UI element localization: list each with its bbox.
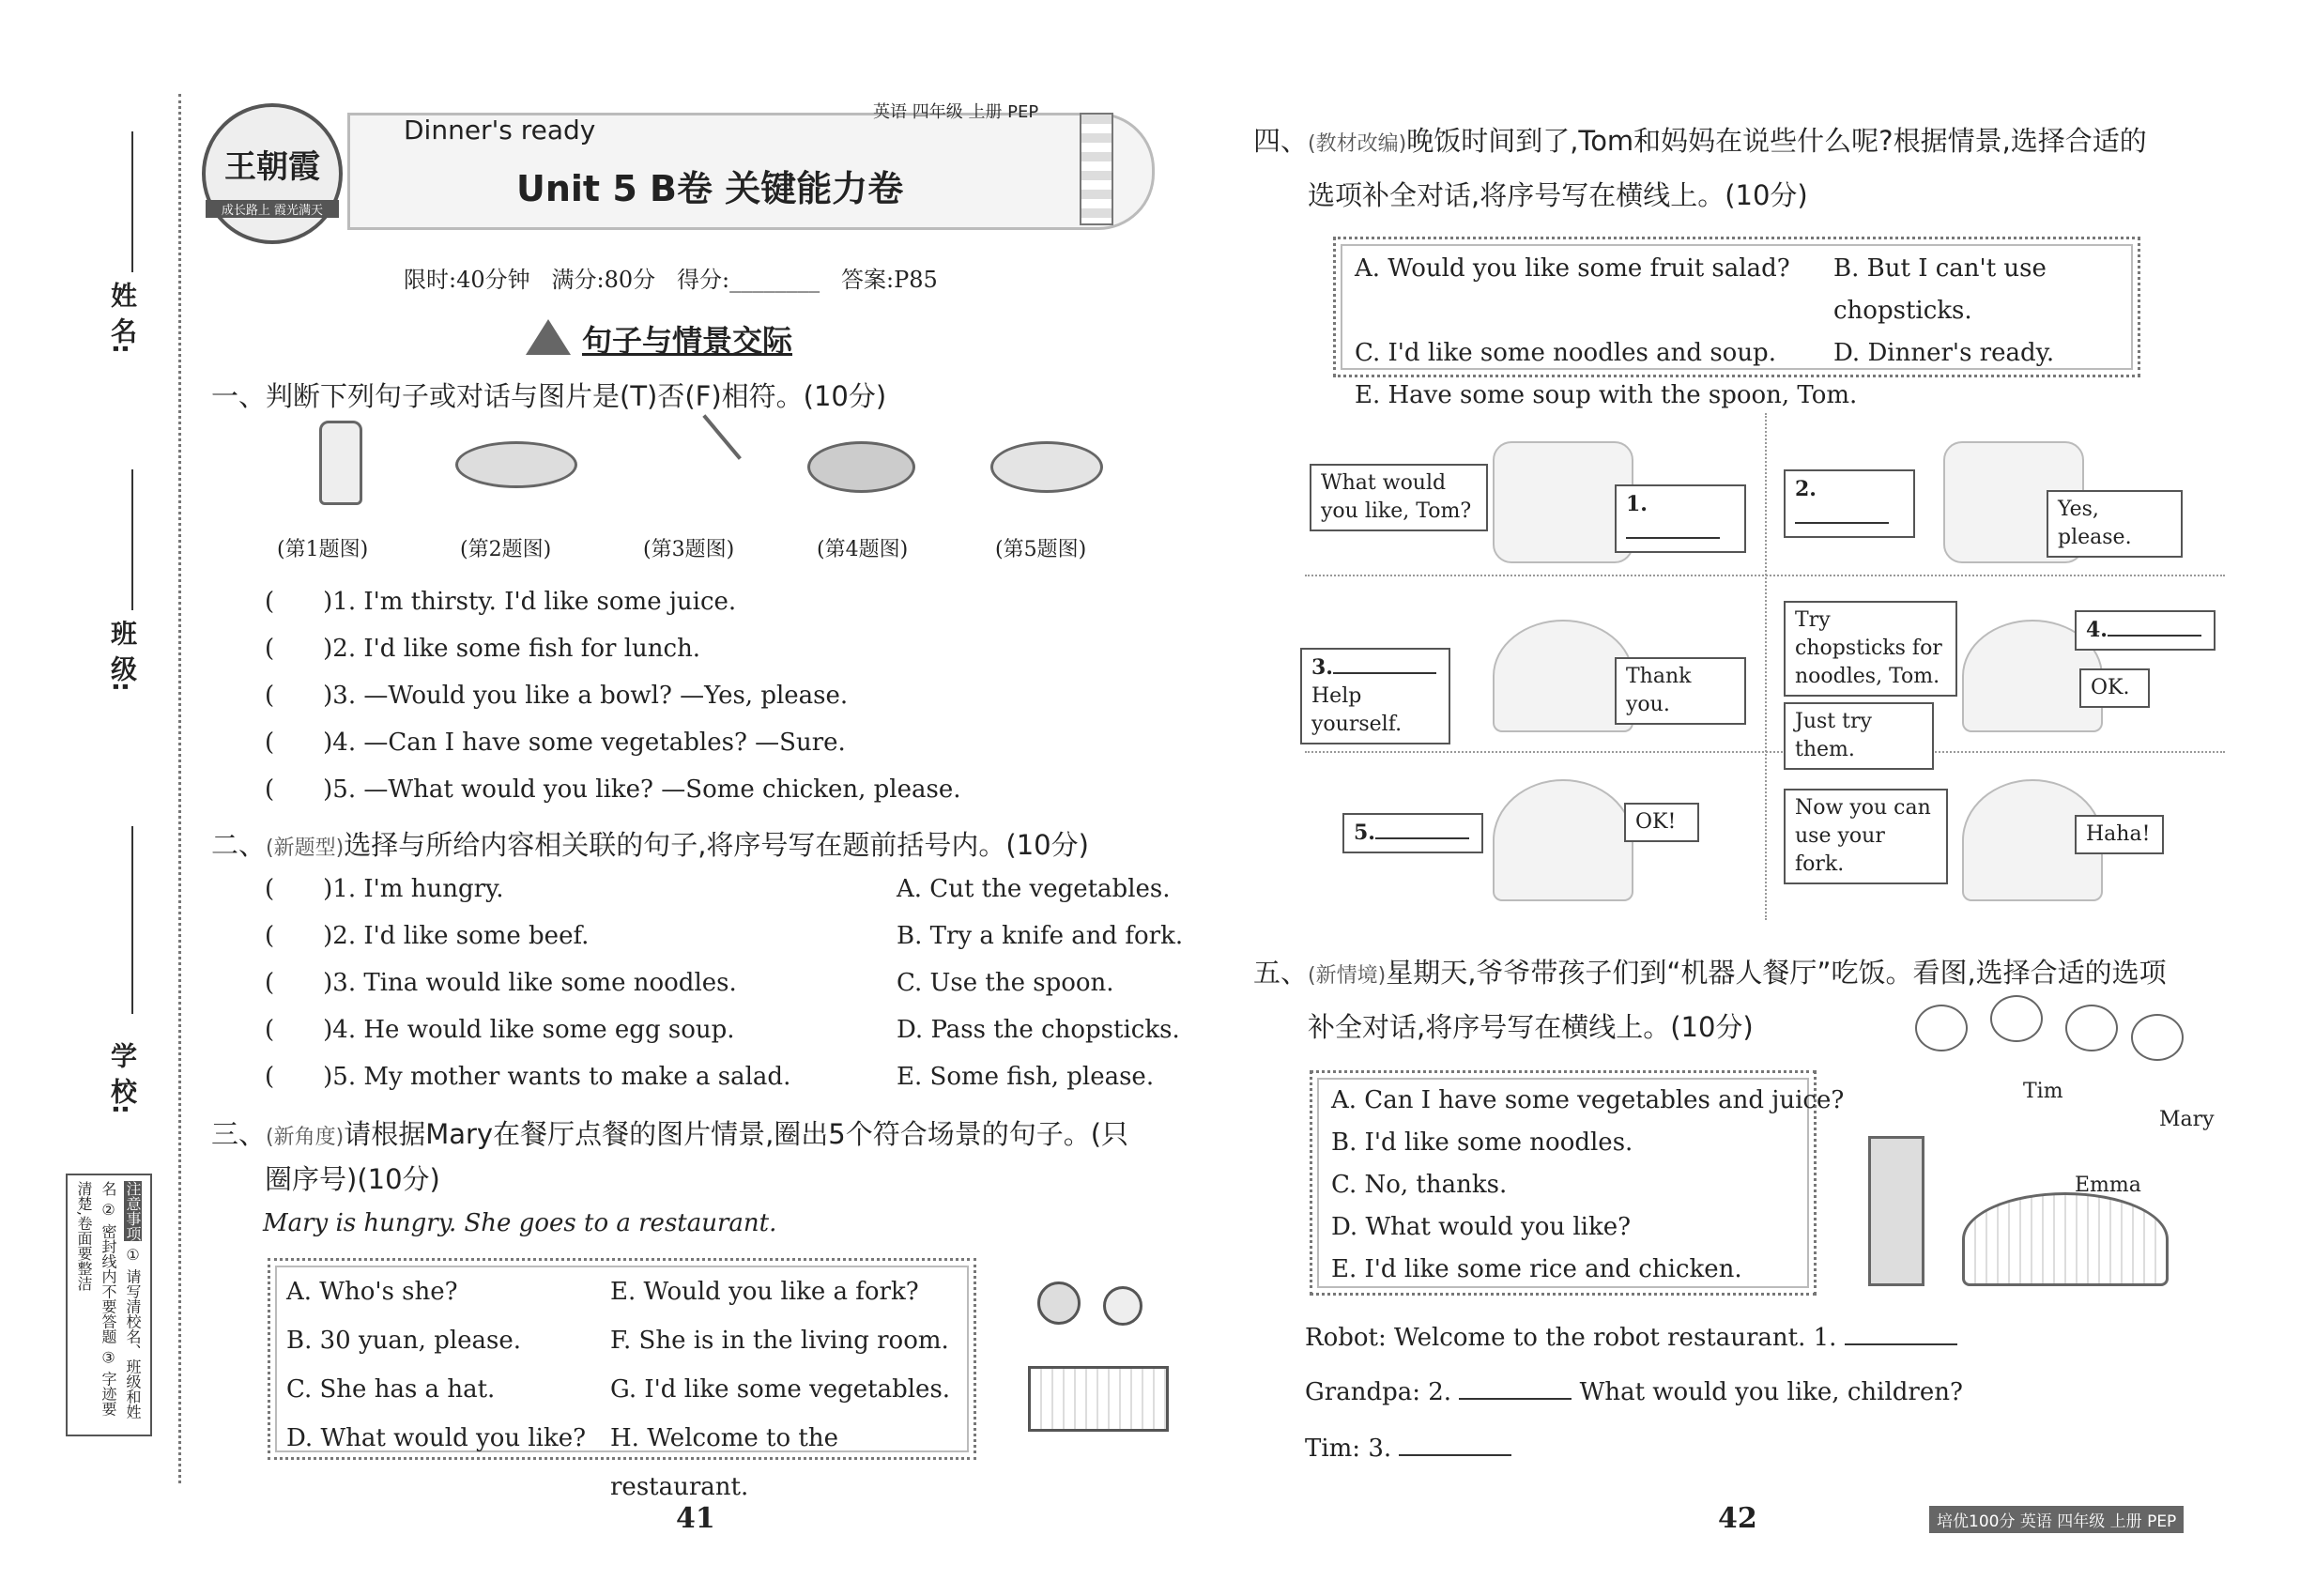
chicken-dish-icon bbox=[990, 441, 1103, 493]
q4-tag: (教材改编) bbox=[1308, 132, 1407, 156]
bubble-what-would-you-like: What would you like, Tom? bbox=[1310, 464, 1488, 531]
name-tim: Tim bbox=[2023, 1080, 2063, 1103]
q3-option[interactable]: H. Welcome to the restaurant. bbox=[610, 1424, 838, 1501]
exam-info: 限时:40分钟 满分:80分 得分:________ 答案:P85 bbox=[404, 267, 938, 293]
footer-badge: 培优100分 英语 四年级 上册 PEP bbox=[1929, 1506, 2184, 1533]
q2-item[interactable]: ( )5. My mother wants to make a salad. bbox=[265, 1063, 791, 1091]
q2-option: D. Pass the chopsticks. bbox=[897, 1016, 1180, 1044]
q1-list bbox=[265, 578, 960, 813]
q5-option: D. What would you like? bbox=[1331, 1213, 1632, 1241]
q1-item[interactable]: ( )2. I'd like some fish for lunch. bbox=[265, 635, 701, 663]
book-meta: 英语 四年级 上册 PEP bbox=[873, 102, 1039, 122]
q2-option: A. Cut the vegetables. bbox=[897, 875, 1171, 903]
q5-options bbox=[1331, 1080, 1844, 1291]
unit-subtitle: Dinner's ready bbox=[404, 115, 596, 146]
q3-option[interactable]: E. Would you like a fork? bbox=[610, 1278, 919, 1306]
notice-label: 注意事项 bbox=[124, 1181, 142, 1241]
q2-title: 二、(新题型)选择与所给内容相关联的句子,将序号写在题前括号内。(10分) bbox=[211, 829, 1089, 861]
lighthouse-icon bbox=[1080, 113, 1113, 225]
q2-tag: (新题型) bbox=[266, 836, 345, 860]
q2-list bbox=[265, 866, 790, 1100]
fruit-plate-icon bbox=[807, 441, 915, 493]
q3-option[interactable]: F. She is in the living room. bbox=[610, 1327, 949, 1355]
restaurant-illustration bbox=[1009, 1277, 1178, 1436]
fish-dish-icon bbox=[455, 441, 577, 488]
dialog-robot[interactable]: Robot: Welcome to the robot restaurant. 1. bbox=[1305, 1324, 1957, 1352]
q5-tag: (新情境) bbox=[1308, 964, 1387, 988]
notice-1: ① 请写清校名、班级和姓名 bbox=[100, 1181, 142, 1420]
q2-options bbox=[897, 866, 1183, 1100]
q1-item[interactable]: ( )4. —Can I have some vegetables? —Sure. bbox=[265, 729, 846, 757]
scene-5-figures bbox=[1493, 779, 1633, 901]
q5-option: E. I'd like some rice and chicken. bbox=[1331, 1255, 1742, 1283]
sailboat-icon bbox=[526, 319, 571, 355]
q5-option: B. I'd like some noodles. bbox=[1331, 1128, 1633, 1157]
q3-tag: (新角度) bbox=[266, 1126, 345, 1149]
q5-option: A. Can I have some vegetables and juice? bbox=[1331, 1086, 1845, 1114]
binding-line bbox=[178, 94, 181, 1483]
blank-3-bubble[interactable]: 3. Help yourself. bbox=[1300, 648, 1450, 744]
notice-2: ② 密封线内不要答题 bbox=[100, 1201, 117, 1344]
scene-1-figures bbox=[1493, 441, 1633, 563]
school-line bbox=[131, 826, 133, 1014]
q3-title: 三、(新角度)请根据Mary在餐厅点餐的图片情景,圈出5个符合场景的句子。(只 bbox=[211, 1118, 1129, 1150]
q1-title: 一、判断下列句子或对话与图片是(T)否(F)相符。(10分) bbox=[211, 380, 887, 412]
q1-item[interactable]: ( )5. —What would you like? —Some chicken, please. bbox=[265, 775, 961, 804]
q3-title-2: 圈序号)(10分) bbox=[265, 1163, 440, 1195]
section-title: 句子与情景交际 bbox=[582, 323, 793, 359]
spoon-icon bbox=[648, 414, 742, 505]
school-label: 学 校: bbox=[107, 1042, 138, 1114]
class-line bbox=[131, 469, 133, 610]
logo-text: 王朝霞 bbox=[224, 148, 320, 186]
q5-option: C. No, thanks. bbox=[1331, 1171, 1508, 1199]
bubble-just-try-them: Just try them. bbox=[1784, 702, 1934, 770]
page-number-right: 42 bbox=[1718, 1502, 1757, 1535]
q2-option: C. Use the spoon. bbox=[897, 969, 1114, 997]
blank-4-bubble[interactable]: 4. bbox=[2075, 610, 2216, 651]
q2-item[interactable]: ( )1. I'm hungry. bbox=[265, 875, 504, 903]
q3-lead: Mary is hungry. She goes to a restaurant. bbox=[263, 1209, 777, 1237]
dialog-tim[interactable]: Tim: 3. bbox=[1305, 1435, 1511, 1463]
caption-3: (第3题图) bbox=[643, 538, 735, 561]
notice-box bbox=[66, 1174, 152, 1436]
q4-option: E. Have some soup with the spoon, Tom. bbox=[1355, 381, 1858, 409]
q2-option: B. Try a knife and fork. bbox=[897, 922, 1184, 950]
page-number-left: 41 bbox=[676, 1502, 715, 1535]
q3-option[interactable]: C. She has a hat. bbox=[286, 1375, 496, 1404]
robot-restaurant-illustration bbox=[1859, 995, 2197, 1296]
page-title: Unit 5 B卷 关键能力卷 bbox=[516, 168, 904, 209]
q4-option: B. But I can't use chopsticks. bbox=[1833, 254, 2047, 325]
caption-4: (第4题图) bbox=[817, 538, 909, 561]
blank-1-bubble[interactable]: 1. bbox=[1615, 484, 1746, 553]
bubble-thank-you: Thank you. bbox=[1615, 657, 1746, 725]
notice-3: ③ 字迹要清楚,卷面要整洁 bbox=[75, 1181, 117, 1417]
name-line bbox=[131, 131, 133, 272]
q3-option[interactable]: B. 30 yuan, please. bbox=[286, 1327, 522, 1355]
q3-option[interactable]: A. Who's she? bbox=[286, 1278, 458, 1306]
q4-option: A. Would you like some fruit salad? bbox=[1355, 254, 1790, 283]
q1-item[interactable]: ( )3. —Would you like a bowl? —Yes, please. bbox=[265, 682, 849, 710]
logo-badge bbox=[202, 103, 343, 244]
q3-options bbox=[286, 1267, 962, 1512]
bubble-haha: Haha! bbox=[2075, 815, 2164, 854]
q2-item[interactable]: ( )2. I'd like some beef. bbox=[265, 922, 590, 950]
q1-item[interactable]: ( )1. I'm thirsty. I'd like some juice. bbox=[265, 588, 737, 616]
class-label: 班 级: bbox=[107, 620, 138, 692]
q4-options bbox=[1355, 248, 2134, 417]
bubble-try-chopsticks: Try chopsticks for noodles, Tom. bbox=[1784, 601, 1957, 697]
name-emma: Emma bbox=[2075, 1174, 2141, 1197]
q3-option[interactable]: D. What would you like? bbox=[286, 1424, 587, 1452]
name-mary: Mary bbox=[2159, 1108, 2215, 1131]
q5-title-2: 补全对话,将序号写在横线上。(10分) bbox=[1308, 1011, 1754, 1043]
q5-title: 五、(新情境)星期天,爷爷带孩子们到“机器人餐厅”吃饭。看图,选择合适的选项 bbox=[1253, 957, 2167, 989]
blank-2-bubble[interactable]: 2. bbox=[1784, 469, 1915, 538]
name-label: 姓 名: bbox=[107, 282, 138, 354]
caption-5: (第5题图) bbox=[995, 538, 1087, 561]
bubble-ok: OK. bbox=[2079, 668, 2150, 708]
logo-slogan: 成长路上 霞光满天 bbox=[206, 200, 339, 218]
bubble-yes-please: Yes, please. bbox=[2047, 490, 2183, 558]
blank-5-bubble[interactable]: 5. bbox=[1342, 813, 1483, 853]
q4-title-2: 选项补全对话,将序号写在横线上。(10分) bbox=[1308, 179, 1808, 211]
juice-bottle-icon bbox=[319, 421, 362, 505]
caption-2: (第2题图) bbox=[460, 538, 552, 561]
dialog-grandpa[interactable]: Grandpa: 2. What would you like, children? bbox=[1305, 1378, 1963, 1406]
q2-item[interactable]: ( )4. He would like some egg soup. bbox=[265, 1016, 735, 1044]
q3-option[interactable]: G. I'd like some vegetables. bbox=[610, 1375, 951, 1404]
bubble-ok-exclaim: OK! bbox=[1624, 803, 1699, 842]
q4-option: C. I'd like some noodles and soup. bbox=[1355, 339, 1776, 367]
q2-item[interactable]: ( )3. Tina would like some noodles. bbox=[265, 969, 737, 997]
bubble-use-your-fork: Now you can use your fork. bbox=[1784, 789, 1948, 884]
q4-title: 四、(教材改编)晚饭时间到了,Tom和妈妈在说些什么呢?根据情景,选择合适的 bbox=[1253, 125, 2147, 157]
q4-option: D. Dinner's ready. bbox=[1833, 339, 2055, 367]
caption-1: (第1题图) bbox=[277, 538, 369, 561]
q2-option: E. Some fish, please. bbox=[897, 1063, 1155, 1091]
scene-3-figures bbox=[1493, 620, 1633, 732]
